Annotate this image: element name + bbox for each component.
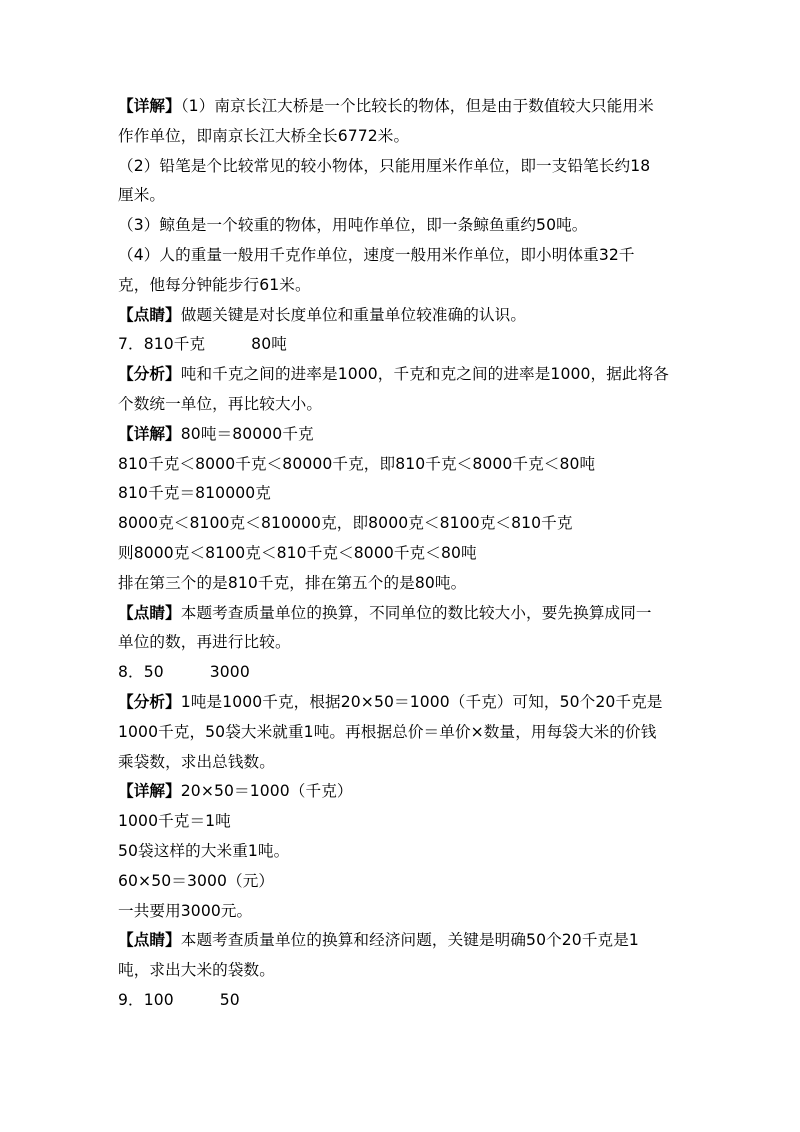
- text-line: [118, 271, 688, 301]
- line-text: 吨，求出大米的袋数。: [118, 961, 275, 980]
- document-content: [118, 92, 688, 1016]
- line-text: 20×50＝1000（千克）: [180, 782, 353, 801]
- section-tag: 【分析】: [118, 692, 181, 711]
- text-line: [118, 599, 688, 629]
- text-line: [118, 748, 688, 778]
- text-line: [118, 181, 688, 211]
- answer-number: 7．810千克: [118, 335, 206, 354]
- text-line: [118, 777, 688, 807]
- text-line: [118, 301, 688, 331]
- line-text: 作作单位，即南京长江大桥全长6772米。: [118, 126, 410, 145]
- answer-value: 50: [219, 990, 240, 1009]
- line-text: 810千克＝810000克: [118, 484, 271, 503]
- line-text: 本题考查质量单位的换算，不同单位的数比较大小，要先换算成同一: [180, 603, 652, 622]
- line-text: 50袋这样的大米重1吨。: [118, 841, 290, 860]
- text-line: [118, 420, 688, 450]
- line-text: （1）南京长江大桥是一个比较长的物体，但是由于数值较大只能用米: [180, 97, 654, 115]
- line-text: 一共要用3000元。: [118, 901, 253, 920]
- text-line: [118, 390, 688, 420]
- line-text: 8000克＜8100克＜810000克，即8000克＜8100克＜810千克: [118, 514, 573, 533]
- line-text: （2）铅笔是个比较常见的较小物体，只能用厘米作单位，即一支铅笔长约18: [118, 156, 651, 175]
- text-line: [118, 807, 688, 837]
- section-tag: 【详解】: [118, 97, 181, 115]
- text-line: [118, 688, 688, 718]
- line-text: （4）人的重量一般用千克作单位，速度一般用米作单位，即小明体重32千: [118, 245, 635, 264]
- text-line: [118, 867, 688, 897]
- section-tag: 【详解】: [118, 424, 181, 443]
- text-line: [118, 211, 688, 241]
- text-line: [118, 92, 688, 122]
- answer-value: 80吨: [251, 335, 287, 354]
- line-text: 单位的数，再进行比较。: [118, 633, 291, 652]
- section-tag: 【详解】: [118, 782, 181, 801]
- line-text: 1吨是1000千克，根据20×50＝1000（千克）可知，50个20千克是: [180, 692, 663, 711]
- text-line: [118, 628, 688, 658]
- line-text: 厘米。: [118, 186, 166, 205]
- line-text: 个数统一单位，再比较大小。: [118, 394, 323, 413]
- answer-value: 3000: [209, 663, 250, 682]
- section-tag: 【分析】: [118, 365, 181, 384]
- text-line: [118, 122, 688, 152]
- text-line: [118, 450, 688, 480]
- text-line: [118, 509, 688, 539]
- line-text: 1000千克，50袋大米就重1吨。再根据总价＝单价×数量，用每袋大米的价钱: [118, 722, 657, 741]
- line-text: 810千克＜8000千克＜80000千克，即810千克＜8000千克＜80吨: [118, 454, 596, 473]
- text-line: [118, 539, 688, 569]
- line-text: 吨和千克之间的进率是1000，千克和克之间的进率是1000，据此将各: [180, 365, 669, 384]
- answer-line: [118, 986, 688, 1016]
- text-line: [118, 956, 688, 986]
- text-line: [118, 718, 688, 748]
- section-tag: 【点睛】: [118, 305, 181, 324]
- text-line: [118, 241, 688, 271]
- text-line: [118, 897, 688, 927]
- line-text: 本题考查质量单位的换算和经济问题，关键是明确50个20千克是1: [180, 931, 639, 950]
- line-text: 80吨＝80000千克: [180, 424, 314, 443]
- answer-line: [118, 658, 688, 688]
- text-line: [118, 569, 688, 599]
- line-text: （3）鲸鱼是一个较重的物体，用吨作单位，即一条鲸鱼重约50吨。: [118, 216, 588, 235]
- section-tag: 【点睛】: [118, 603, 181, 622]
- line-text: 60×50＝3000（元）: [118, 871, 275, 890]
- section-tag: 【点睛】: [118, 931, 181, 950]
- text-line: [118, 479, 688, 509]
- text-line: [118, 360, 688, 390]
- line-text: 克，他每分钟能步行61米。: [118, 275, 311, 294]
- line-text: 则8000克＜8100克＜810千克＜8000千克＜80吨: [118, 543, 477, 562]
- line-text: 1000千克＝1吨: [118, 812, 231, 831]
- line-text: 做题关键是对长度单位和重量单位较准确的认识。: [180, 305, 527, 324]
- line-text: 排在第三个的是810千克，排在第五个的是80吨。: [118, 573, 467, 592]
- text-line: [118, 837, 688, 867]
- text-line: [118, 152, 688, 182]
- text-line: [118, 926, 688, 956]
- answer-number: 9．100: [118, 990, 174, 1009]
- answer-number: 8．50: [118, 663, 164, 682]
- answer-line: [118, 330, 688, 360]
- line-text: 乘袋数，求出总钱数。: [118, 752, 275, 771]
